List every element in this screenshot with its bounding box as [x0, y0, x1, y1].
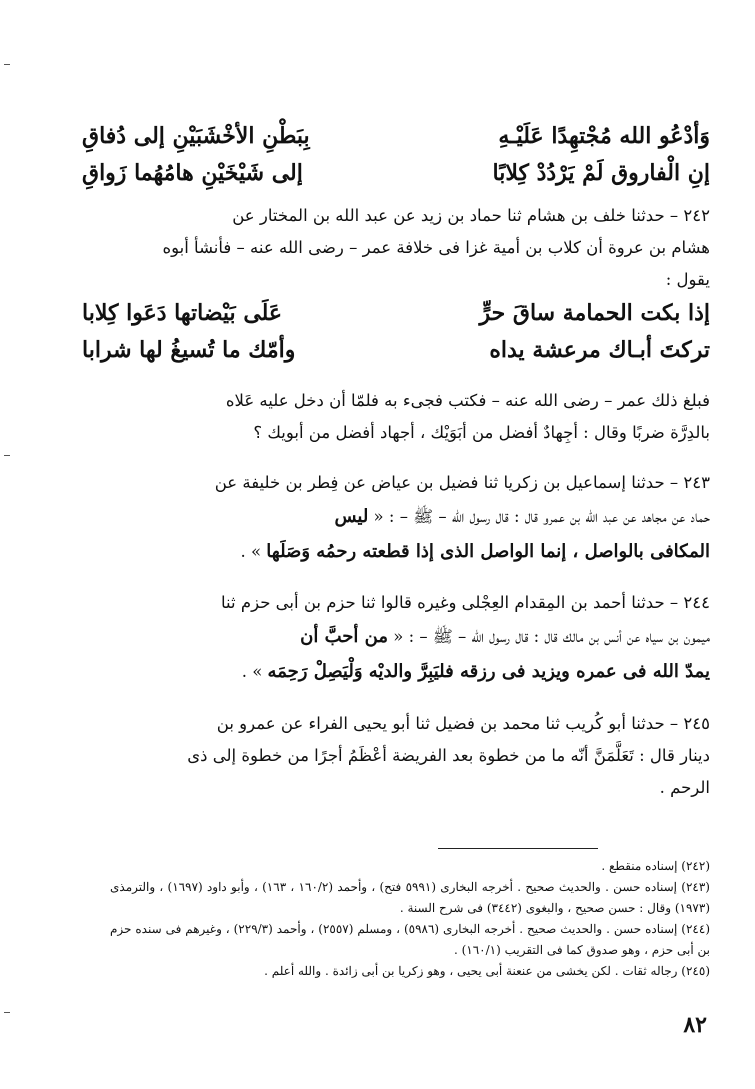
verse-hemistich: وأمّك ما تُسيغُ لها شرابا	[82, 336, 296, 363]
verse-line	[82, 334, 710, 367]
footnote-divider	[438, 848, 598, 849]
hadith-line	[82, 619, 710, 654]
footnote-item: (٢٤٢) إسناده منقطع .	[601, 859, 710, 873]
story-line: بالدِرَّة ضربًا وقال : أجِهادٌ أفضل من أبَوَيْك ، أجهاد أفضل من أبويك ؟	[253, 422, 710, 442]
verse-hemistich: بِبَطْنِ الأخْشَبَيْنِ إلى دُفاقِ	[82, 123, 310, 149]
hadith-text: حماد عن مجاهد عن عبد الله بن عمرو قال : قال رسول الله – ﷺ – : «	[368, 507, 710, 527]
verse-line	[82, 157, 710, 190]
prophetic-text: ليس	[334, 506, 369, 528]
hadith-line: دينار قال : تَعَلَّمَنَّ أنّه ما من خطوة بعد الفريضة أعْظَمُ أجرًا من خطوة إلى ذى	[187, 745, 710, 765]
scan-edge-mark	[4, 64, 10, 65]
prophetic-text: من أحبَّ أن	[300, 626, 388, 648]
hadith-243	[82, 467, 710, 569]
poem-verse-1	[82, 120, 710, 190]
hadith-line	[82, 534, 710, 569]
scan-edge-mark	[4, 1012, 10, 1013]
footnote-list	[110, 856, 710, 982]
footnote-item: (٢٤٥) رجاله ثقات . لكن يخشى من عنعنة أبى يحيى ، وهو زكريا بن أبى زائدة . والله أعلم .	[264, 964, 710, 978]
hadith-line	[82, 499, 710, 534]
verse-hemistich: إذا بكت الحمامة ساقَ حرٍّ	[479, 299, 710, 326]
prophetic-text: يمدّ الله فى عمره ويزيد فى رزقه فليَبِرَّ والديْه وَلْيَصِلْ رَحِمَه	[267, 661, 710, 683]
verse-hemistich: إنِ الْفاروق لَمْ يَرْدُدْ كِلابًا	[492, 160, 710, 186]
hadith-line: ٢٤٥ – حدثنا أبو كُريب ثنا محمد بن فضيل ثنا أبو يحيى الفراء عن عمرو بن	[216, 713, 710, 733]
footnote-item: (٢٤٣) إسناده حسن . والحديث صحيح . أخرجه البخارى (٥٩٩١ فتح) ، وأحمد (١٦٠/٢ ، ١٦٣) ، وأبو داود (١٦٩٧) ، والترمذى (١٩٧٣) وقال : حسن صحيح ، والبغوى (٣٤٤٢) فى شرح السنة .	[110, 880, 710, 915]
story-line: فبلغ ذلك عمر – رضى الله عنه – فكتب فجىء به فلمّا أن دخل عليه عَلاه	[225, 390, 710, 410]
hadith-242	[82, 200, 710, 297]
page-body	[82, 120, 710, 804]
prophetic-text: المكافى بالواصل ، إنما الواصل الذى إذا قطعته رحمُه وَصَلَها	[266, 541, 710, 563]
hadith-text: ميمون بن سياه عن أنس بن مالك قال : قال رسول الله – ﷺ – : «	[388, 627, 710, 647]
verse-line	[82, 120, 710, 153]
hadith-line: الرحم .	[659, 777, 710, 797]
hadith-line: ٢٤٢ – حدثنا خلف بن هشام ثنا حماد بن زيد عن عبد الله بن المختار عن	[232, 206, 710, 225]
hadith-line: هشام بن عروة أن كلاب بن أمية غزا فى خلافة عمر – رضى الله عنه – فأنشأ أبوه	[162, 238, 710, 258]
hadith-text: » .	[241, 662, 268, 682]
verse-hemistich: تركتَ أبـاك مرعشة يداه	[489, 336, 710, 363]
poem-verse-2	[82, 297, 710, 367]
verse-line	[82, 297, 710, 330]
verse-hemistich: إلى شَيْخَيْنِ هامُهُما زَواقِ	[82, 160, 303, 186]
page-number: ٨٢	[683, 1012, 707, 1038]
verse-hemistich: وَأدْعُو الله مُجْتهِدًا عَلَيْـهِ	[498, 123, 710, 149]
hadith-245	[82, 708, 710, 805]
verse-hemistich: عَلَى بَيْضاتها دَعَوا كِلابا	[82, 299, 283, 326]
hadith-line	[82, 654, 710, 689]
scan-edge-mark	[4, 455, 10, 456]
footnote-item: (٢٤٤) إسناده حسن . والحديث صحيح . أخرجه البخارى (٥٩٨٦) ، ومسلم (٢٥٥٧) ، وأحمد (٢٢٩/٣) ، وغيرهم فى سنده حزم بن أبى حزم ، وهو صدوق كما فى التقريب (١٦٠/١) .	[110, 922, 711, 957]
hadith-244	[82, 587, 710, 689]
hadith-text: » .	[240, 542, 267, 562]
hadith-line: ٢٤٤ – حدثنا أحمد بن المِقدام العِجْلى وغيره قالوا ثنا حزم بن أبى حزم ثنا	[221, 593, 710, 613]
story-paragraph	[82, 385, 710, 449]
hadith-line: ٢٤٣ – حدثنا إسماعيل بن زكريا ثنا فضيل بن عياض عن فِطر بن خليفة عن	[214, 472, 710, 492]
hadith-line: يقول :	[665, 270, 710, 290]
